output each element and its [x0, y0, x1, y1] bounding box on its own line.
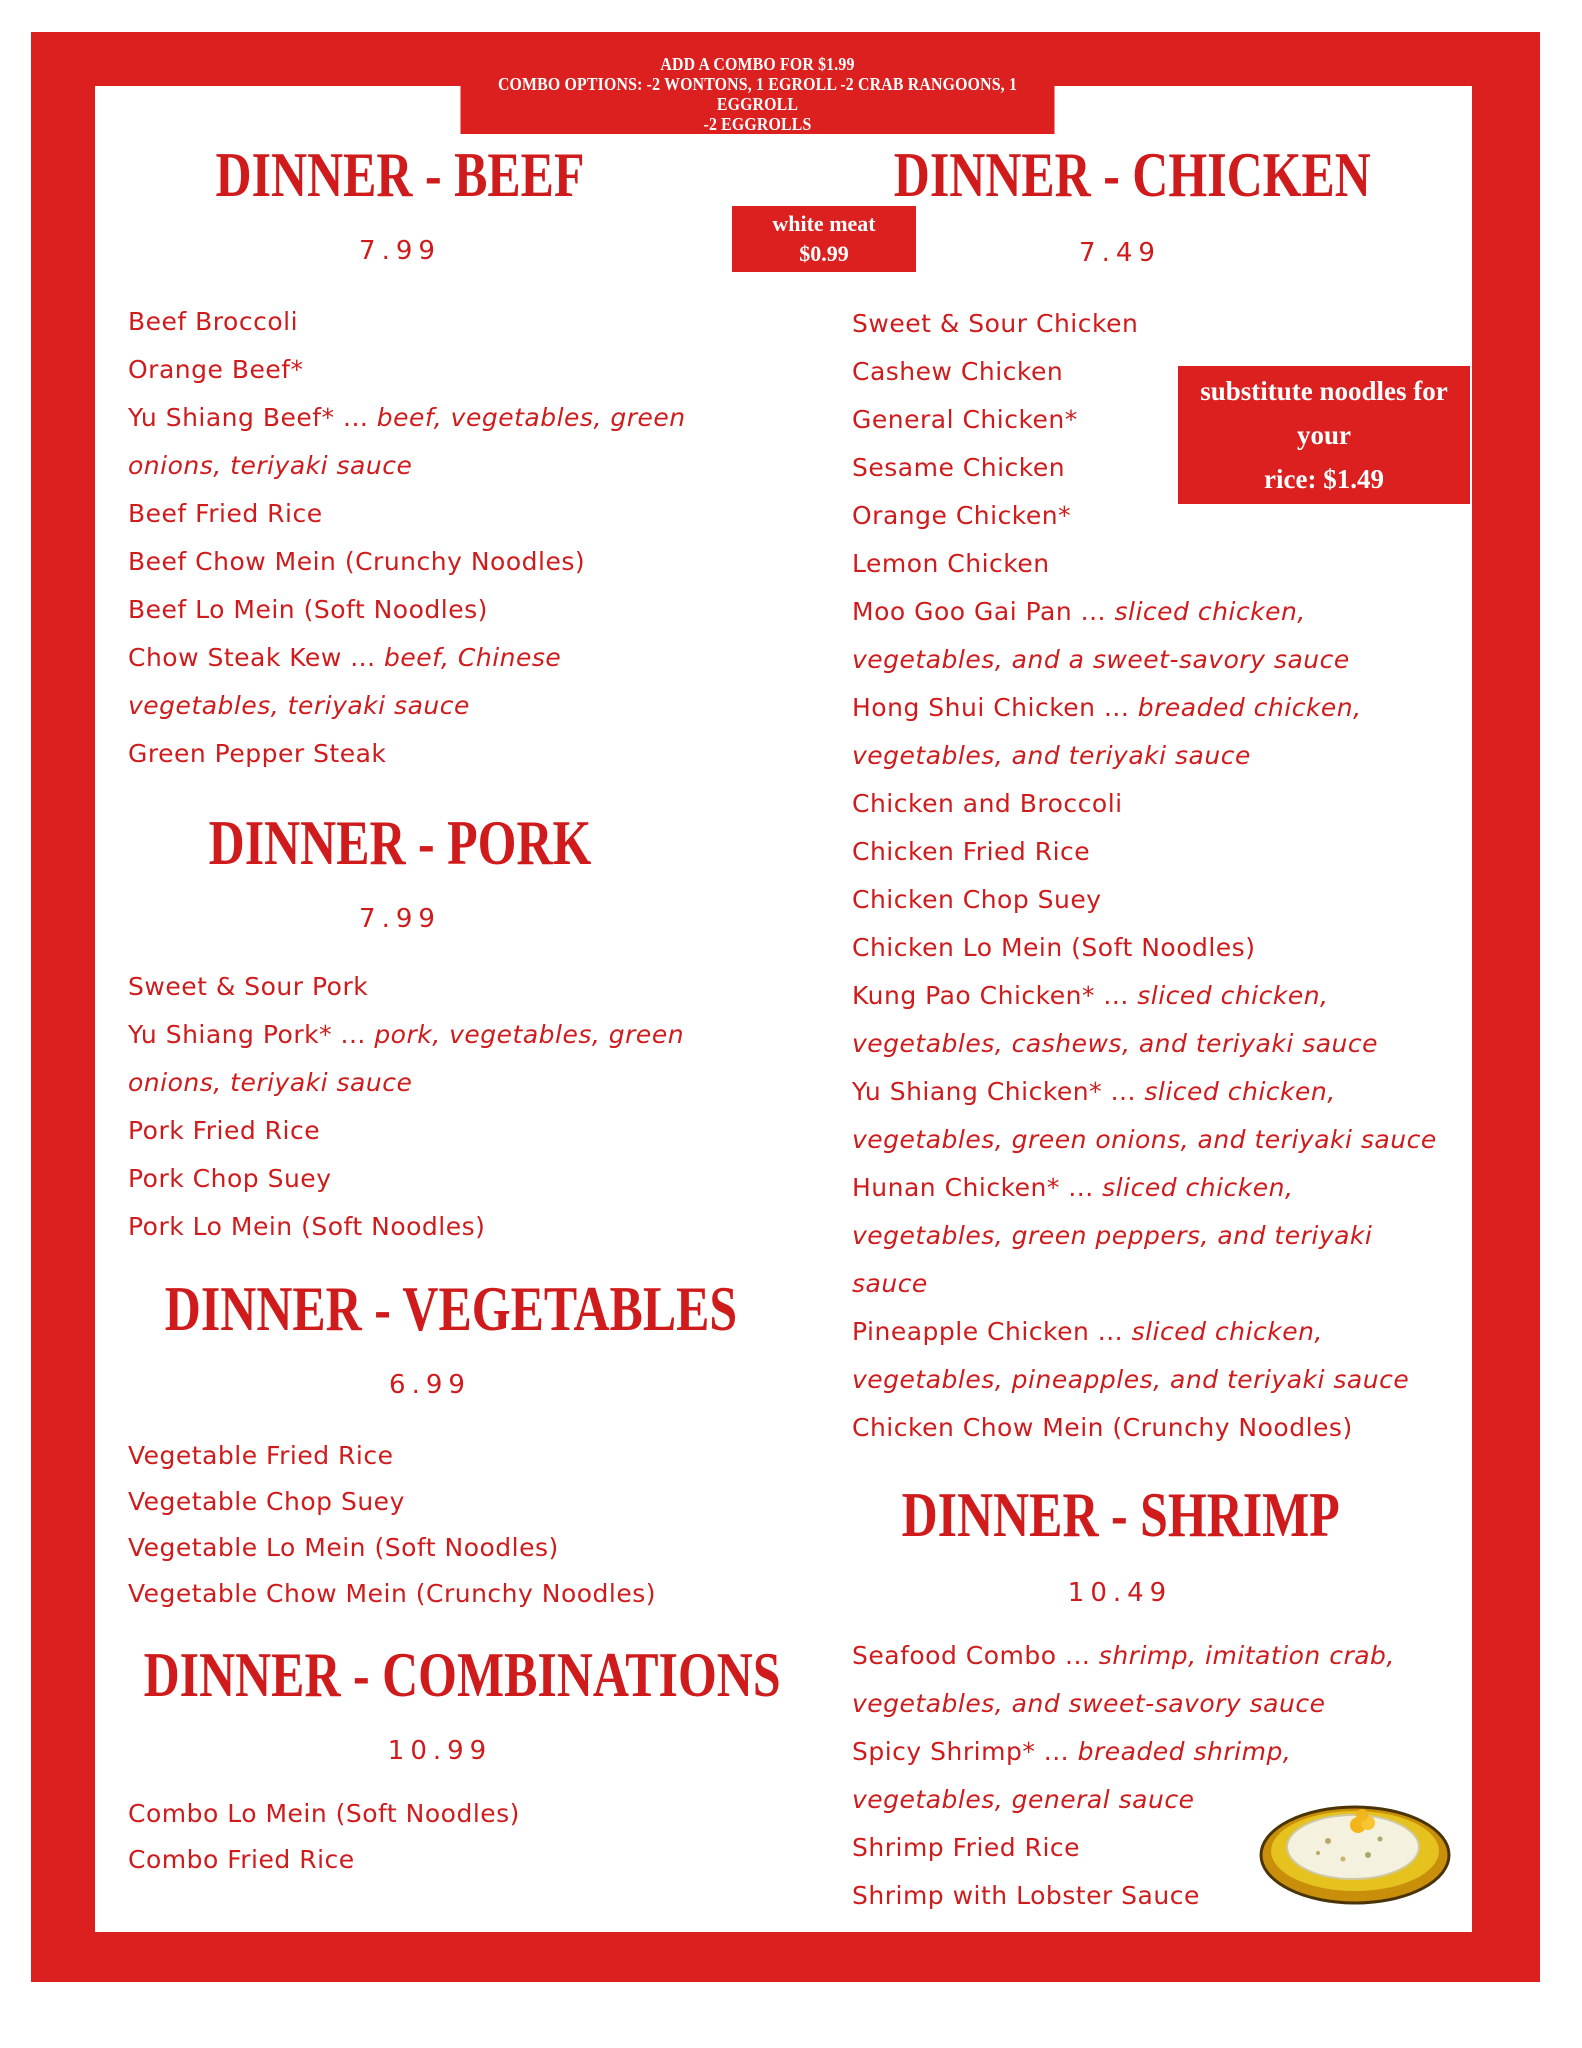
combo-banner-line1: ADD A COMBO FOR $1.99 — [660, 54, 855, 74]
white-meat-badge — [732, 206, 916, 272]
list-item: Vegetable Chop Suey — [128, 1487, 405, 1516]
vegetables-price: 6.99 — [389, 1370, 471, 1400]
fried-rice-plate-icon — [1258, 1795, 1452, 1907]
list-item-continued: vegetables, and teriyaki sauce — [852, 741, 1251, 770]
list-item-continued: vegetables, and a sweet-savory sauce — [852, 645, 1350, 674]
noodles-note-line2: rice: $1.49 — [1264, 464, 1384, 494]
list-item-continued: vegetables, green onions, and teriyaki sauce — [852, 1125, 1437, 1154]
list-item: Chicken Lo Mein (Soft Noodles) — [852, 933, 1256, 962]
list-item: Beef Lo Mein (Soft Noodles) — [128, 595, 488, 624]
list-item: Yu Shiang Chicken* ... sliced chicken, — [852, 1077, 1336, 1106]
list-item: Pork Chop Suey — [128, 1164, 332, 1193]
list-item: Spicy Shrimp* ... breaded shrimp, — [852, 1737, 1292, 1766]
chicken-heading: DINNER - CHICKEN — [893, 139, 1371, 210]
list-item-continued: vegetables, teriyaki sauce — [128, 691, 470, 720]
list-item: Orange Chicken* — [852, 501, 1072, 530]
list-item: General Chicken* — [852, 405, 1078, 434]
list-item: Sweet & Sour Pork — [128, 972, 369, 1001]
shrimp-price: 10.49 — [1067, 1578, 1173, 1608]
list-item: Beef Broccoli — [128, 307, 299, 336]
list-item: Chicken Chop Suey — [852, 885, 1102, 914]
list-item-continued: vegetables, cashews, and teriyaki sauce — [852, 1029, 1379, 1058]
list-item: Yu Shiang Pork* ... pork, vegetables, green — [128, 1020, 685, 1049]
list-item: Pork Lo Mein (Soft Noodles) — [128, 1212, 486, 1241]
list-item: Sesame Chicken — [852, 453, 1066, 482]
combinations-item-list — [128, 1791, 520, 1883]
noodles-note-line1: substitute noodles for your — [1200, 376, 1448, 450]
white-meat-label: white meat — [772, 211, 876, 236]
list-item: Pineapple Chicken ... sliced chicken, — [852, 1317, 1323, 1346]
list-item-continued: onions, teriyaki sauce — [128, 1068, 413, 1097]
list-item: Vegetable Chow Mein (Crunchy Noodles) — [128, 1579, 657, 1608]
list-item: Green Pepper Steak — [128, 739, 387, 768]
combinations-heading: DINNER - COMBINATIONS — [143, 1639, 781, 1710]
pork-price: 7.99 — [359, 904, 441, 934]
chicken-price: 7.49 — [1079, 238, 1161, 268]
list-item-continued: vegetables, green peppers, and teriyaki — [852, 1221, 1373, 1250]
list-item: Kung Pao Chicken* ... sliced chicken, — [852, 981, 1329, 1010]
list-item: Hunan Chicken* ... sliced chicken, — [852, 1173, 1294, 1202]
list-item: Orange Beef* — [128, 355, 304, 384]
vegetables-heading: DINNER - VEGETABLES — [164, 1273, 738, 1344]
list-item: Yu Shiang Beef* ... beef, vegetables, green — [128, 403, 686, 432]
pork-item-list — [128, 963, 684, 1251]
list-item: Chicken Chow Mein (Crunchy Noodles) — [852, 1413, 1353, 1442]
list-item: Beef Fried Rice — [128, 499, 323, 528]
list-item-continued: onions, teriyaki sauce — [128, 451, 413, 480]
list-item: Lemon Chicken — [852, 549, 1050, 578]
list-item-continued: vegetables, pineapples, and teriyaki sauce — [852, 1365, 1410, 1394]
combo-banner — [461, 54, 1055, 134]
list-item: Combo Lo Mein (Soft Noodles) — [128, 1799, 520, 1828]
list-item: Pork Fried Rice — [128, 1116, 321, 1145]
list-item-continued: vegetables, general sauce — [852, 1785, 1195, 1814]
list-item-continued: sauce — [852, 1269, 928, 1298]
beef-item-list — [128, 298, 686, 778]
list-item: Seafood Combo ... shrimp, imitation crab, — [852, 1641, 1395, 1670]
pork-heading: DINNER - PORK — [208, 807, 592, 878]
list-item-continued: vegetables, and sweet-savory sauce — [852, 1689, 1326, 1718]
white-meat-price: $0.99 — [799, 241, 849, 266]
list-item: Combo Fried Rice — [128, 1845, 355, 1874]
list-item: Sweet & Sour Chicken — [852, 309, 1139, 338]
list-item: Beef Chow Mein (Crunchy Noodles) — [128, 547, 586, 576]
list-item: Hong Shui Chicken ... breaded chicken, — [852, 693, 1362, 722]
chicken-item-list — [852, 300, 1437, 1452]
list-item: Chicken and Broccoli — [852, 789, 1123, 818]
shrimp-heading: DINNER - SHRIMP — [901, 1479, 1340, 1550]
combo-banner-line3: -2 EGGROLLS — [703, 114, 812, 134]
list-item: Moo Goo Gai Pan ... sliced chicken, — [852, 597, 1306, 626]
list-item: Vegetable Lo Mein (Soft Noodles) — [128, 1533, 559, 1562]
list-item: Shrimp Fried Rice — [852, 1833, 1081, 1862]
vegetables-item-list — [128, 1433, 656, 1617]
list-item: Vegetable Fried Rice — [128, 1441, 394, 1470]
beef-heading: DINNER - BEEF — [215, 139, 585, 210]
combinations-price: 10.99 — [387, 1736, 493, 1766]
combo-banner-line2: COMBO OPTIONS: -2 WONTONS, 1 EGROLL -2 CRAB RANGOONS, 1 EGGROLL — [497, 74, 1018, 114]
list-item: Chow Steak Kew ... beef, Chinese — [128, 643, 562, 672]
list-item: Cashew Chicken — [852, 357, 1064, 386]
beef-price: 7.99 — [359, 236, 441, 266]
list-item: Chicken Fried Rice — [852, 837, 1091, 866]
list-item: Shrimp with Lobster Sauce — [852, 1881, 1200, 1910]
